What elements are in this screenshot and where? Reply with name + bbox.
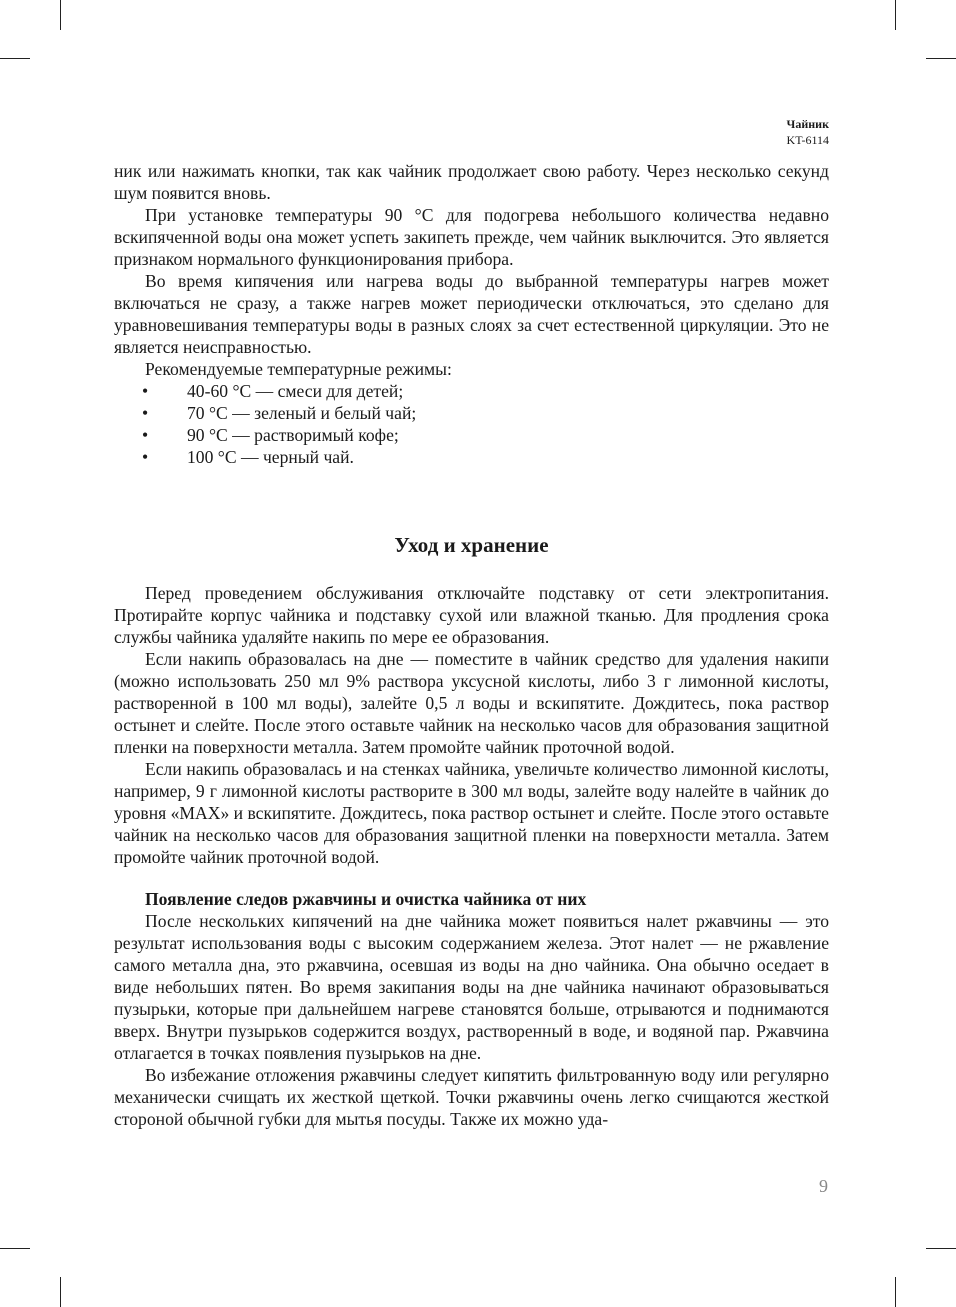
list-item-text: 70 °С — зеленый и белый чай; [187, 403, 417, 423]
page-number: 9 [819, 1176, 828, 1196]
paragraph: Если накипь образовалась и на стенках чайника, увеличьте количество лимонной кислоты, например, 9 г лимонной кислоты растворите в 300 мл воды, залейте воду налейте в чайник до уровня «MAX» и вскипятите. Дождитесь, пока раствор остынет и слейте. После этого оставьте чайник на несколько часов для образования защитной пленки на поверхности металла. Затем промойте чайник проточной водой. [114, 759, 829, 867]
list-item [114, 380, 829, 402]
crop-mark [0, 58, 30, 59]
running-header [787, 116, 829, 148]
list-item-text: 90 °С — растворимый кофе; [187, 425, 399, 445]
crop-mark [926, 1248, 956, 1249]
bullet: • [142, 425, 149, 445]
bullet: • [142, 403, 149, 423]
bullet: • [142, 447, 149, 467]
list-item [114, 402, 829, 424]
paragraph: Перед проведением обслуживания отключайте подставку от сети электропитания. Протирайте корпус чайника и подставку сухой или влажной тканью. Для продления срока службы чайника удаляйте накипь по мере ее образования. [114, 583, 829, 647]
crop-mark [60, 1277, 61, 1307]
page-body [114, 160, 829, 1130]
crop-mark [895, 0, 896, 30]
paragraph: Во избежание отложения ржавчины следует кипятить фильтрованную воду или регулярно механически счищать их жесткой щеткой. Точки ржавчины очень легко счищаются жесткой стороной обычной губки для мытья посуды. Также их можно уда- [114, 1065, 829, 1129]
paragraph: Если накипь образовалась на дне — поместите в чайник средство для удаления накипи (можно использовать 250 мл 9% раствора уксусной кислоты, либо 3 г лимонной кислоты, растворенной в 100 мл воды), залейте 0,5 л воды и вскипятите. Дождитесь, пока раствор остынет и слейте. После этого оставьте чайник на несколько часов для образования защитной пленки на поверхности металла. Затем промойте чайник проточной водой. [114, 649, 829, 757]
paragraph: Во время кипячения или нагрева воды до выбранной температуры нагрев может включаться не сразу, а также нагрев может периодически отключаться, это сделано для уравновешивания температуры воды в разных слоях за счет естественной циркуляции. Это не является неисправностью. [114, 271, 829, 357]
header-model: KT-6114 [786, 133, 829, 147]
bullet: • [142, 381, 149, 401]
subsection-title: Появление следов ржавчины и очистка чайника от них [145, 889, 587, 909]
list-item-text: 100 °С — черный чай. [187, 447, 354, 467]
paragraph: При установке температуры 90 °С для подогрева небольшого количества недавно вскипяченной воды она может успеть закипеть прежде, чем чайник выключится. Это является признаком нормального функционирования прибора. [114, 205, 829, 269]
section-title: Уход и хранение [394, 533, 549, 557]
crop-mark [0, 1248, 30, 1249]
paragraph: Рекомендуемые температурные режимы: [145, 359, 452, 379]
temperature-mode-list [114, 380, 829, 468]
paragraph: ник или нажимать кнопки, так как чайник продолжает свою работу. Через несколько секунд шум появится вновь. [114, 161, 829, 203]
crop-mark [895, 1277, 896, 1307]
crop-mark [926, 58, 956, 59]
list-item [114, 424, 829, 446]
header-product: Чайник [786, 117, 829, 131]
crop-mark [60, 0, 61, 30]
paragraph: После нескольких кипячений на дне чайника может появиться налет ржавчины — это результат использования воды с высоким содержанием железа. Этот налет — не ржавление самого металла дна, это ржавчина, осевшая из воды на дно чайника. Она обычно оседает в виде небольших пятен. Во время закипания воды на дне чайника начинают образовываться пузырьки, которые при дальнейшем нагреве становятся больше, отрываются и поднимаются вверх. Внутри пузырьков содержится воздух, растворенный в воде, и водяной пар. Ржавчина отлагается в точках появления пузырьков на дне. [114, 911, 829, 1063]
list-item-text: 40-60 °С — смеси для детей; [187, 381, 404, 401]
list-item [114, 446, 829, 468]
